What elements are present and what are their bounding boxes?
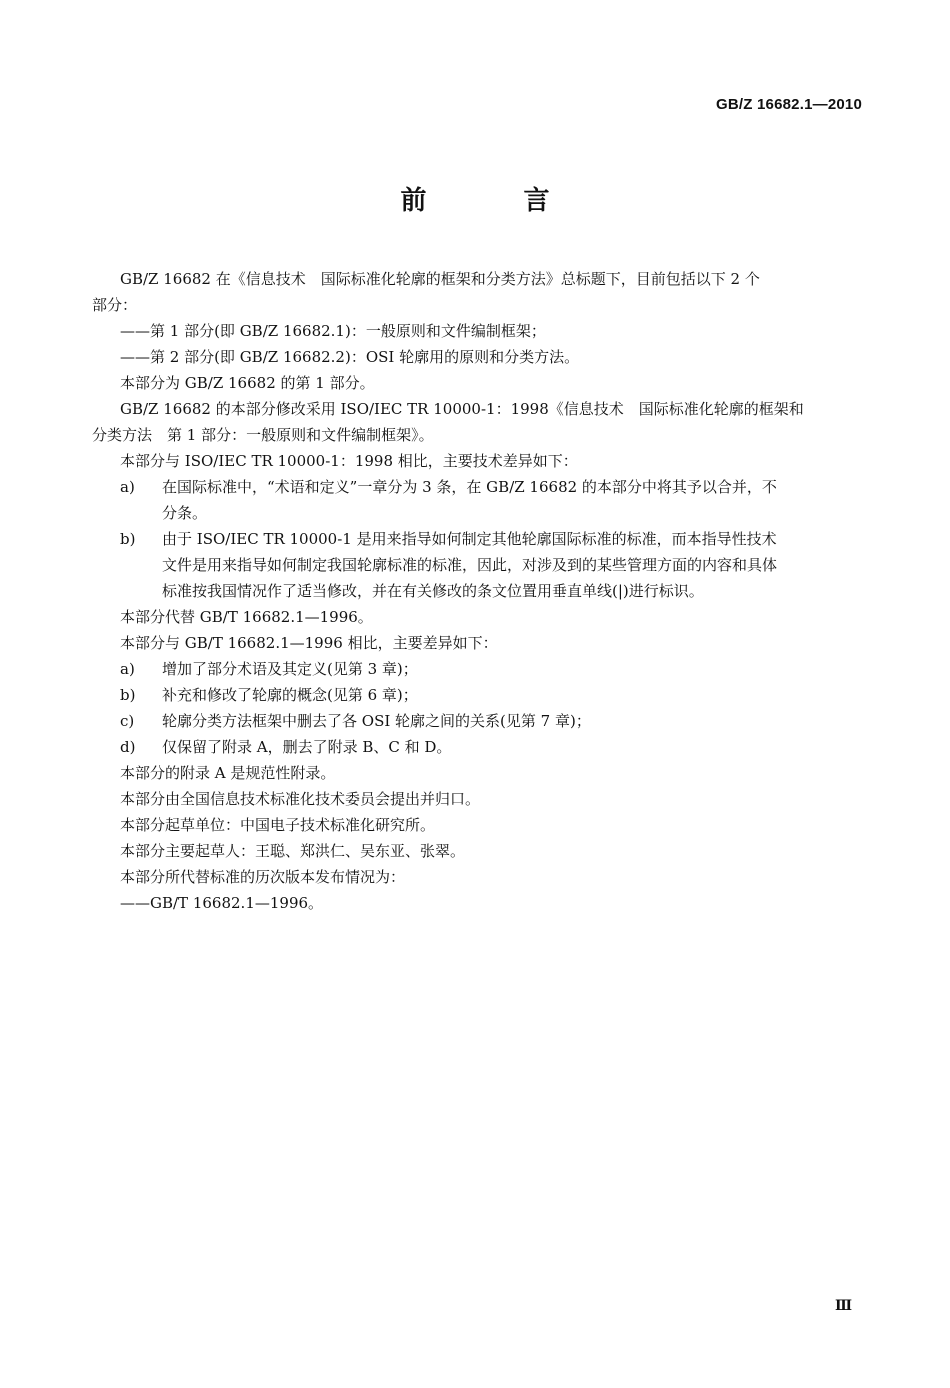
list-item-label: c) bbox=[120, 712, 135, 730]
paragraph-drafting-unit: 本部分起草单位：中国电子技术标准化研究所。 bbox=[120, 816, 436, 834]
list-item-text: 仅保留了附录 A，删去了附录 B、C 和 D。 bbox=[162, 738, 452, 756]
page-title: 前 言 bbox=[400, 186, 594, 216]
paragraph-tech-diff-intro: 本部分与 ISO/IEC TR 10000-1：1998 相比，主要技术差异如下： bbox=[120, 452, 578, 470]
paragraph-proposer: 本部分由全国信息技术标准化技术委员会提出并归口。 bbox=[120, 790, 481, 808]
list-item-text: 分条。 bbox=[162, 504, 208, 522]
document-body bbox=[92, 266, 864, 916]
paragraph-annex: 本部分的附录 A 是规范性附录。 bbox=[120, 764, 336, 782]
paragraph-diff-intro: 本部分与 GB/T 16682.1—1996 相比，主要差异如下： bbox=[120, 634, 498, 652]
diff-item-d bbox=[92, 734, 864, 760]
paragraph-adoption-line2: 分类方法 第 1 部分：一般原则和文件编制框架》。 bbox=[92, 426, 434, 444]
tech-diff-item-a bbox=[92, 474, 864, 526]
paragraph-intro-line1: GB/Z 16682 在《信息技术 国际标准化轮廓的框架和分类方法》总标题下，目前包括以下 2 个 bbox=[120, 270, 760, 288]
paragraph-replaces: 本部分代替 GB/T 16682.1—1996。 bbox=[120, 608, 373, 626]
diff-item-a bbox=[92, 656, 864, 682]
diff-item-b bbox=[92, 682, 864, 708]
diff-item-c bbox=[92, 708, 864, 734]
list-item-label: b) bbox=[120, 686, 136, 704]
list-item-text: 在国际标准中，“术语和定义”一章分为 3 条，在 GB/Z 16682 的本部分中将其予以合并，不 bbox=[162, 478, 777, 496]
list-item-text: 轮廓分类方法框架中删去了各 OSI 轮廓之间的关系(见第 7 章)； bbox=[162, 712, 591, 730]
paragraph-intro-line2: 部分： bbox=[92, 296, 138, 314]
list-item-label: a) bbox=[120, 660, 135, 678]
list-item-label: d) bbox=[120, 738, 136, 756]
list-item-label: b) bbox=[120, 530, 136, 548]
paragraph-history-item: ——GB/T 16682.1—1996。 bbox=[120, 894, 324, 912]
list-item-text: 由于 ISO/IEC TR 10000-1 是用来指导如何制定其他轮廓国际标准的标准，而本指导性技术 bbox=[162, 530, 777, 548]
list-item-text: 补充和修改了轮廓的概念(见第 6 章)； bbox=[162, 686, 418, 704]
paragraph-part-statement: 本部分为 GB/Z 16682 的第 1 部分。 bbox=[120, 374, 375, 392]
part-list-item-1: ——第 1 部分(即 GB/Z 16682.1)：一般原则和文件编制框架； bbox=[120, 322, 546, 340]
paragraph-history-intro: 本部分所代替标准的历次版本发布情况为： bbox=[120, 868, 406, 886]
page-number: Ⅲ bbox=[834, 1298, 852, 1314]
standard-code: GB/Z 16682.1—2010 bbox=[716, 96, 862, 113]
paragraph-adoption-line1: GB/Z 16682 的本部分修改采用 ISO/IEC TR 10000-1：1998《信息技术 国际标准化轮廓的框架和 bbox=[120, 400, 804, 418]
tech-diff-item-b bbox=[92, 526, 864, 604]
list-item-text: 增加了部分术语及其定义(见第 3 章)； bbox=[162, 660, 418, 678]
list-item-text: 文件是用来指导如何制定我国轮廓标准的标准，因此，对涉及到的某些管理方面的内容和具体 bbox=[162, 556, 778, 574]
part-list-item-2: ——第 2 部分(即 GB/Z 16682.2)：OSI 轮廓用的原则和分类方法。 bbox=[120, 348, 580, 366]
list-item-label: a) bbox=[120, 478, 135, 496]
paragraph-drafters: 本部分主要起草人：王聪、郑洪仁、吴东亚、张翠。 bbox=[120, 842, 466, 860]
list-item-text: 标准按我国情况作了适当修改，并在有关修改的条文位置用垂直单线(|)进行标识。 bbox=[162, 582, 704, 600]
